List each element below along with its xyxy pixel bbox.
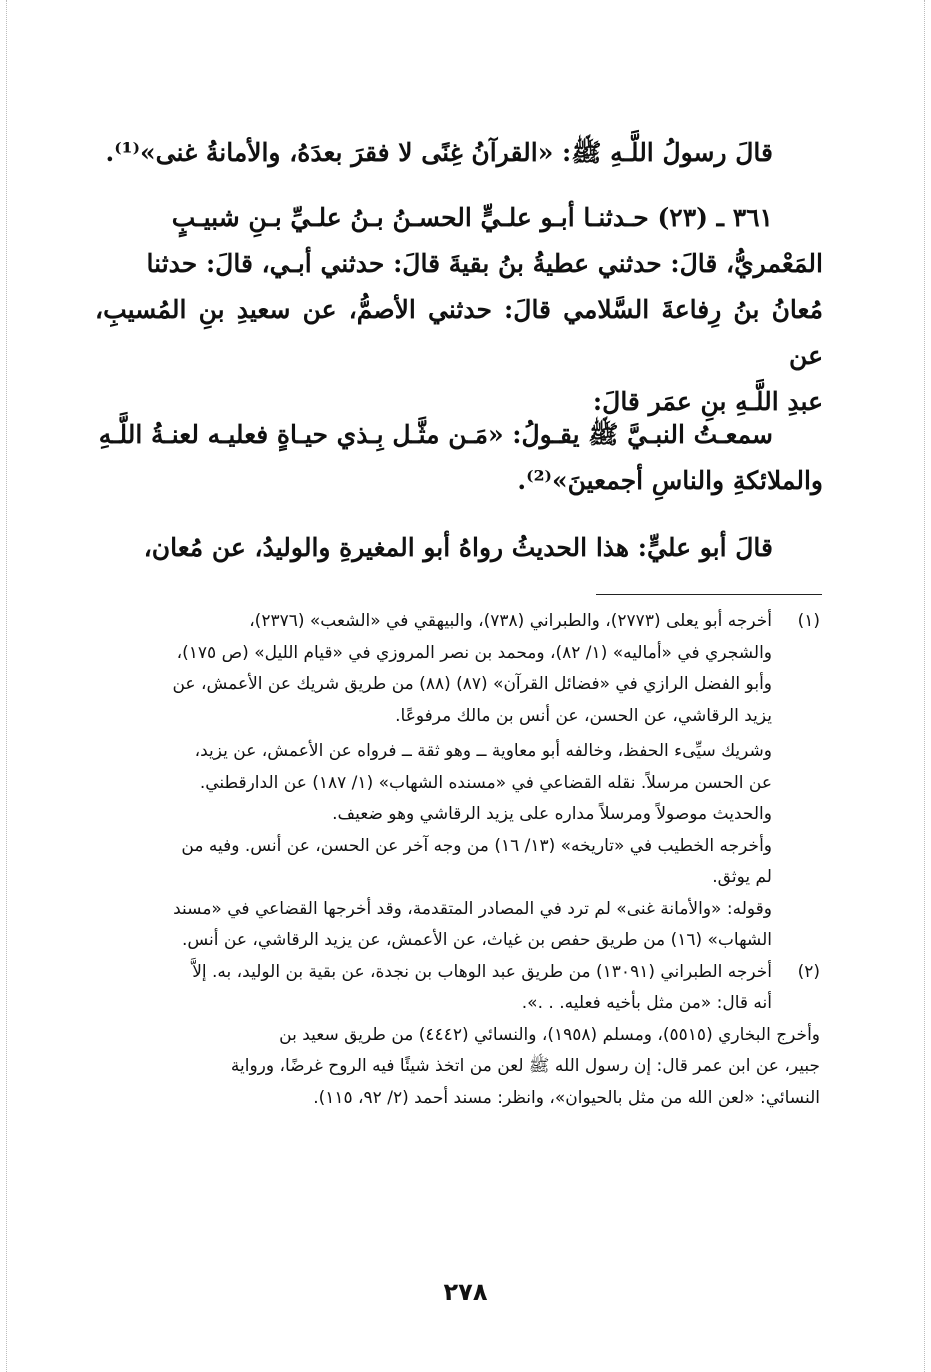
- footnote-1-line: وقوله: «والأمانة غنى» لم ترد في المصادر المتقدمة، وقد أخرجها القضاعي في «مسند: [173, 898, 772, 919]
- scan-edge-right: [924, 0, 925, 1372]
- footnote-1-line: لم يوثق.: [712, 867, 772, 887]
- footnote-1-line: والحديث موصولاً ومرسلاً مداره على يزيد الرقاشي وهو ضعيف.: [332, 804, 772, 824]
- footnote-2-number: (٢): [797, 961, 820, 982]
- footnote-1-line: أخرجه أبو يعلى (٢٧٧٣)، والطبراني (٧٣٨)، والبيهقي في «الشعب» (٢٣٧٦)،: [249, 611, 772, 631]
- footnotes: [95, 606, 820, 1114]
- footnote-separator: [596, 594, 822, 595]
- footnote-1-line: عن الحسن مرسلاً. نقله القضاعي في «مسنده الشهاب» (١/ ١٨٧) عن الدارقطني.: [199, 772, 772, 793]
- footnote-2-line: جبير، عن ابن عمر قال: إن رسول الله ﷺ لعن من اتخذ شيئًا فيه الروح غرضًا، ورواية: [230, 1056, 820, 1076]
- comment-line-1: قالَ أبو عليٍّ: هذا الحديثُ رواهُ أبو المغيرةِ والوليدُ، عن مُعان،: [143, 533, 773, 562]
- footnote-2-line: وأخرج البخاري (٥٥١٥)، ومسلم (١٩٥٨)، والنسائي (٤٤٤٢) من طريق سعيد بن: [279, 1024, 820, 1045]
- hadith-361-isnad: [95, 195, 823, 425]
- footnote-2-continued: [95, 1020, 820, 1115]
- footnote-2-line: النسائي: «لعن الله من مثل بالحيوان»، وانظر: مسند أحمد (٢/ ٩٢، ١١٥).: [313, 1087, 820, 1108]
- footnote-2: [95, 957, 820, 1020]
- matn-line-2: والملائكةِ والناسِ أجمعينَ»⁽²⁾.: [517, 466, 823, 495]
- paragraph-prophet-saying: قالَ رسولُ اللَّـهِ ﷺ: «القرآنُ غِنًى لا فقرَ بعدَهُ، والأمانةُ غنى»⁽¹⁾.: [105, 138, 773, 167]
- footnote-1-line: وشريك سيِّىء الحفظ، وخالفه أبو معاوية ــ وهو ثقة ــ فرواه عن الأعمش، عن يزيد،: [194, 741, 772, 761]
- main-text: [95, 130, 823, 176]
- isnad-line-3: مُعانُ بنُ رِفاعةَ السَّلامي قالَ: حدثني الأصمُّ، عن سعيدِ بنِ المُسيبِ، عن: [95, 295, 823, 370]
- isnad-line-1: ٣٦١ ـ (٢٣) حـدثنـا أبـو علـيٍّ الحسـنُ بـنُ علـيِّ بـنِ شبيـبٍ: [171, 203, 773, 232]
- footnote-1-line: والشجري في «أماليه» (١/ ٨٢)، ومحمد بن نصر المروزي في «قيام الليل» (ص ١٧٥)،: [176, 642, 772, 663]
- matn-line-1: سمعـتُ النبـيَّ ﷺ يقـولُ: «مَـن مثَّـل بِـذي حيـاةٍ فعليـه لعنـةُ اللَّـهِ: [98, 420, 773, 449]
- footnote-1-line: الشهاب» (١٦) من طريق حفص بن غياث، عن الأعمش، عن يزيد الرقاشي، عن أنس.: [181, 930, 772, 950]
- footnote-2-line: أنه قال: «من مثل بأخيه فعليه. . .».: [521, 993, 772, 1013]
- footnote-1-line: يزيد الرقاشي، عن الحسن، عن أنس بن مالك مرفوعًا.: [395, 705, 772, 726]
- hadith-361-matn: [95, 412, 823, 504]
- isnad-line-2: المَعْمريُّ، قالَ: حدثني عطيةُ بنُ بقيةَ قالَ: حدثني أبـي، قالَ: حدثنا: [146, 249, 823, 278]
- footnote-1-line: وأبو الفضل الرازي في «فضائل القرآن» (٨٧) (٨٨) من طريق شريك عن الأعمش، عن: [172, 674, 772, 694]
- abu-ali-comment: [95, 525, 823, 571]
- scan-edge-left: [6, 0, 7, 1372]
- footnote-1-line: وأخرجه الخطيب في «تاريخه» (١٣/ ١٦) من وجه آخر عن الحسن، عن أنس. وفيه من: [181, 835, 772, 856]
- isnad-line-4: عبدِ اللَّـهِ بنِ عمَر قالَ:: [592, 387, 823, 416]
- page-number: ٢٧٨: [443, 1278, 488, 1306]
- footnote-1-number: (١): [797, 611, 820, 631]
- footnote-1: [95, 606, 820, 957]
- footnote-2-line: أخرجه الطبراني (١٣٠٩١) من طريق عبد الوهاب بن نجدة، عن بقية بن الوليد، به. إلاَّ: [192, 961, 772, 982]
